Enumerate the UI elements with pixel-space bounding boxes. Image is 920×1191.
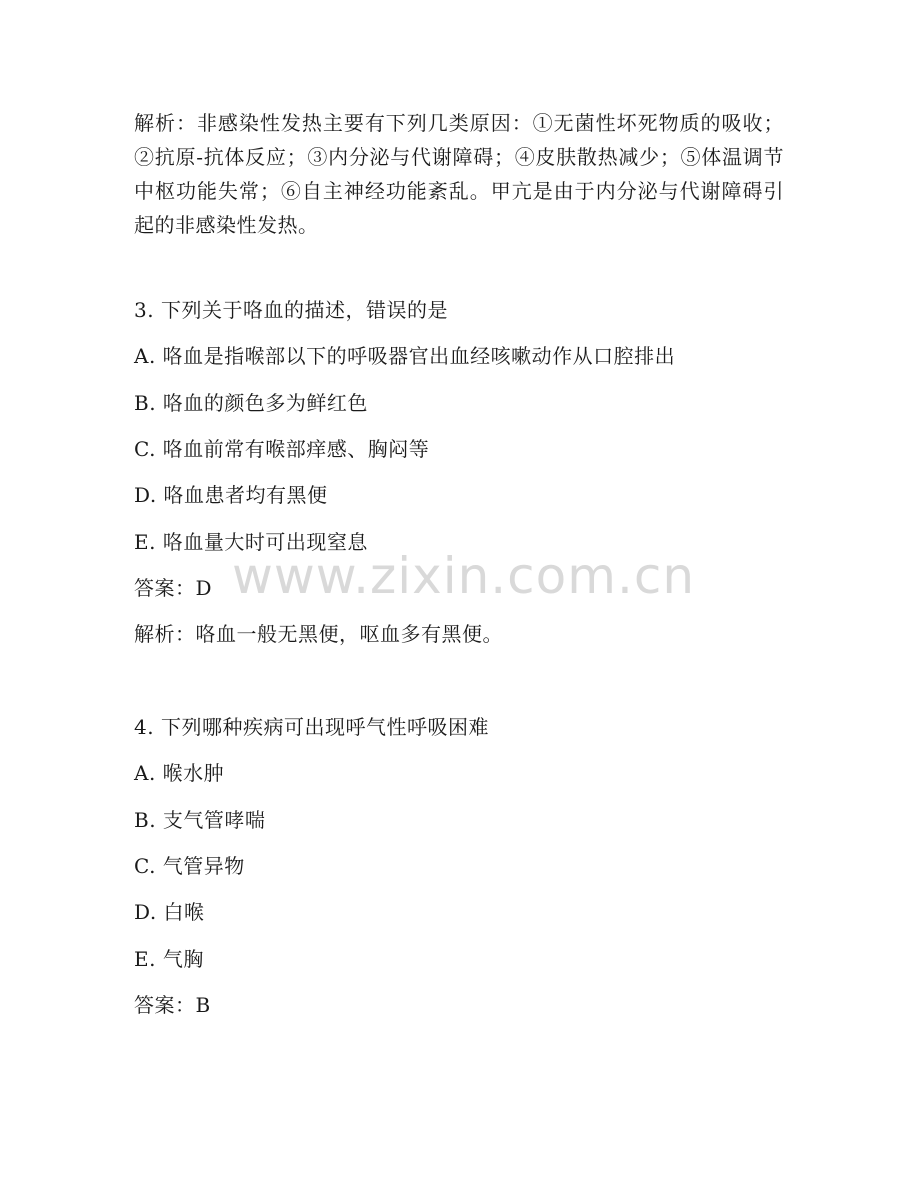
question-3-option-a: A. 咯血是指喉部以下的呼吸器官出血经咳嗽动作从口腔排出: [134, 344, 676, 368]
question-3-answer: 答案：D: [134, 576, 213, 600]
question-3-stem: 3. 下列关于咯血的描述，错误的是: [134, 298, 448, 322]
question-3-analysis: 解析：咯血一般无黑便，呕血多有黑便。: [134, 622, 503, 646]
question-4-option-a: A. 喉水肿: [134, 761, 225, 785]
watermark-text: www.zixin.com.cn: [232, 547, 696, 605]
question-3-option-b: B. 咯血的颜色多为鲜红色: [134, 391, 368, 415]
question-3-option-d: D. 咯血患者均有黑便: [134, 483, 328, 507]
analysis-paragraph: 解析：非感染性发热主要有下列几类原因：①无菌性坏死物质的吸收；②抗原-抗体反应；③内分泌与代谢障碍；④皮肤散热减少；⑤体温调节中枢功能失常；⑥自主神经功能紊乱。甲亢是由于内分泌与代谢障碍引起的非感染性发热。: [134, 111, 784, 237]
question-4-option-e: E. 气胸: [134, 947, 204, 971]
question-4-stem: 4. 下列哪种疾病可出现呼气性呼吸困难: [134, 715, 489, 739]
question-4-option-b: B. 支气管哮喘: [134, 808, 266, 832]
question-4-option-c: C. 气管异物: [134, 854, 245, 878]
question-4-answer: 答案：B: [134, 993, 211, 1017]
question-3-option-e: E. 咯血量大时可出现窒息: [134, 530, 368, 554]
question-4-option-d: D. 白喉: [134, 900, 205, 924]
question-3-option-c: C. 咯血前常有喉部痒感、胸闷等: [134, 437, 430, 461]
